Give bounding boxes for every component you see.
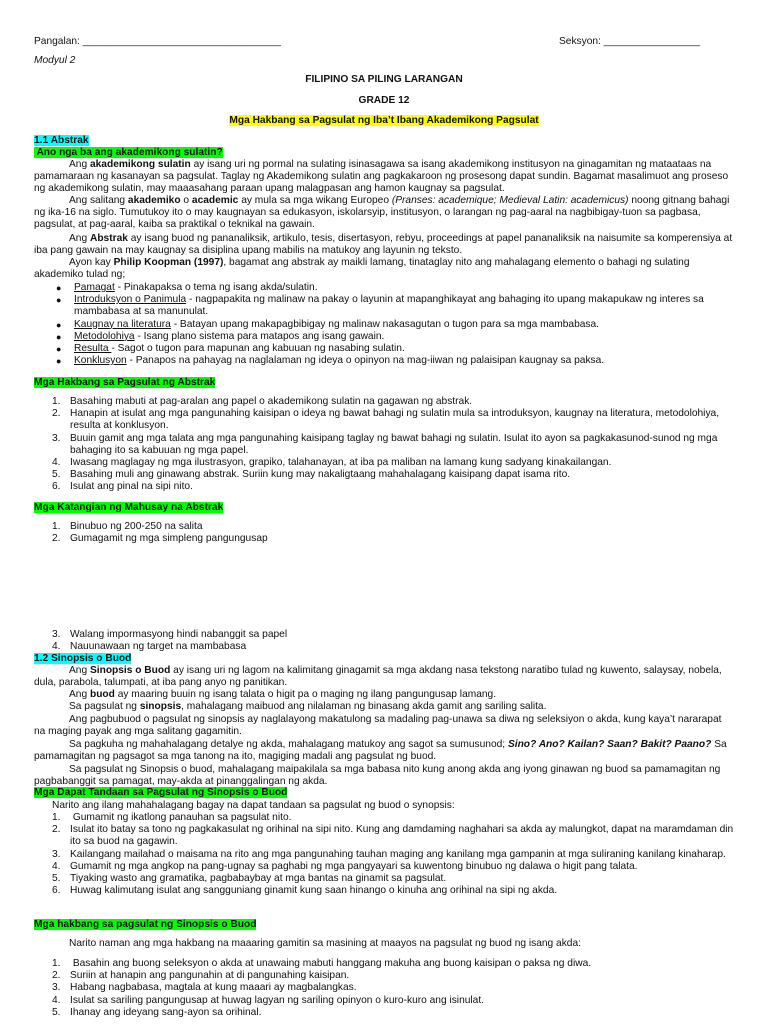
abstrak-paragraph-1: Ang akademikong sulatin ay isang uri ng pormal na sulating isinasagawa sa isang akademikong institusyon na ginagamitan ng mataataas na pamamaraan ng kasanayan sa pagsulat. Taglay ng Akademikong sulatin ang pagkakaroon ng prosesong dapat sundin. Bagamat masalimuot ang proseso ng akademikong sulatin, may maaasahang paraan upang malagpasan ang hamon kaugnay sa pagsulat. [34,159,729,195]
list-item: 1. Basahin ang buong seleksyon o akda at unawaing mabuti hanggang makuha ang buong kaisipan o paksa ng diwa. [52,958,592,969]
page-title: Mga Hakbang sa Pagsulat ng Iba’t Ibang Akademikong Pagsulat [229,115,539,126]
sinopsis-paragraph-3: Sa pagsulat ng sinopsis, mahalagang maibuod ang nilalaman ng binasang akda gamit ang sariling salita. [69,701,547,712]
list-item: 2. Suriin at hanapin ang pangunahin at di pangunahing kaisipan. [52,970,350,982]
section-field-label: Seksyon: _________________ [559,36,701,47]
sinopsis-paragraph-4: Ang pagbubuod o pagsulat ng sinopsis ay naglalayong makatulong sa madaling pag-unawa sa diwa ng seleksiyon o akda, kung kaya’t nararapat na maging payak ang mga salitang gagamitin. [34,714,722,738]
list-item: 4. Isulat sa sariling pangungusap at huwag lagyan ng sariling opinyon o kuro-kuro ang isinulat. [52,994,484,1006]
list-item: 6. Isulat ang pinal na sipi nito. [52,481,193,493]
list-item: 3. Habang nagbabasa, magtala at kung maaari ay magbalangkas. [52,982,357,994]
sinopsis-paragraph-1: Ang Sinopsis o Buod ay isang uri ng lagom na kalimitang ginagamit sa mga akdang nasa tekstong naratibo tulad ng kuwento, salaysay, nobela, dula, parabola, talumpati, at iba pang anyo ng panitikan. [34,665,722,689]
list-item: 3. Kailangang mailahad o maisama na rito ang mga pangunahing tauhan maging ang kanilang mga gampanin at mga suliraning kanilang kinaharap. [52,848,726,860]
list-item: 3. Buuin gamit ang mga talata ang mga pangunahing kaisipang taglay ng bawat bahagi ng sulatin. Isulat ito ayon sa pagkakasunod-sunod ng mga bahaging ito sa kabuuan ng mga papel. [52,432,718,456]
list-item: 1. Binubuo ng 200-250 na salita [52,521,203,532]
list-item: 5. Basahing muli ang ginawang abstrak. Suriin kung may nakaligtaang mahahalagang kaisipang dapat isama rito. [52,469,571,481]
list-item: 5. Ihanay ang ideyang sang-ayon sa orihinal. [52,1006,262,1018]
abstrak-question: Ano nga ba ang akademikong sulatin? [34,147,223,158]
subject-title: FILIPINO SA PILING LARANGAN [305,74,463,85]
list-item: 6. Huwag kalimutang isulat ang sangguniang ginamit kung saan hinango o kinuha ang orihinal na sipi ng akda. [52,885,558,897]
sinopsis-paragraph-2: Ang buod ay maaring buuin ng isang talata o higit pa o maging ng ilang pangungusap lamang. [69,689,497,700]
traits-list-b [34,629,734,653]
grade-title: GRADE 12 [358,95,410,106]
list-item: 2. Gumagamit ng mga simpleng pangungusap [52,533,268,545]
list-item: 4. Gumamit ng mga angkop na pang-ugnay sa paghabi ng mga pangyayari sa kuwentong binubuo ng dalawa o higit pang talata. [52,860,638,872]
list-item: ● Resulta - Sagot o tugon para mapunan ang kabuuan ng nasabing sulatin. [56,343,405,355]
list-item: 2. Hanapin at isulat ang mga pangunahing kaisipan o ideya ng bawat bahagi ng sulatin mula sa introduksyon, kaugnay na literatura, metodolohiya, resulta at konklusyon. [52,408,720,432]
section-heading-reminders: Mga Dapat Tandaan sa Pagsulat ng Sinopsis o Buod [34,787,288,798]
section-heading-abstrak: 1.1 Abstrak [34,135,89,146]
module-label: Modyul 2 [34,55,76,66]
abstrak-paragraph-2: Ang salitang akademiko o academic ay mula sa mga wikang Europeo (Pranses: academique; Medieval Latin: academicus) noong gitnang bahagi ng ika-16 na siglo. Tumutukoy ito o may kaugnayan sa edukasyon, iskolarsyip, institusyon, o larangan ng pag-aaral na nagbibigay-tuon sa pagbasa, pagsulat, at pag-aaral, kaiba sa praktikal o teknikal na gawain. [34,195,730,231]
list-item: 3. Walang impormasyong hindi nabanggit sa papel [52,629,288,640]
sinopsis-steps-list [34,958,734,1019]
steps-abstrak-list [34,396,734,494]
traits-list-a [34,521,734,545]
abstrak-elements-list [34,282,734,367]
list-item: 1. Basahing mabuti at pag-aralan ang papel o akademikong sulatin na gagawan ng abstrak. [52,396,473,407]
section-heading-sinopsis: 1.2 Sinopsis o Buod [34,653,132,664]
name-field-label: Pangalan: ___________________________________ [34,36,282,47]
abstrak-paragraph-4: Ayon kay Philip Koopman (1997), bagamat ang abstrak ay maikli lamang, tinataglay nito ang mahalagang elemento o bahagi ng sulating akademiko tulad ng; [34,257,690,281]
sinopsis-paragraph-5: Sa pagkuha ng mahahalagang detalye ng akda, mahalagang matukoy ang sagot sa sumusunod; Sino? Ano? Kailan? Saan? Bakit? Paano? Sa pamamagitan ng pagsagot sa mga tanong na ito, magiging madali ang pagsulat ng buod. [34,739,727,763]
list-item: ● Kaugnay na literatura - Batayan upang makapagbibigay ng malinaw nakasagutan o tugon para sa mga mambabasa. [56,318,600,330]
list-item: 4. Nauunawaan ng target na mambabasa [52,641,247,653]
reminders-intro: Narito ang ilang mahahalagang bagay na dapat tandaan sa pagsulat ng buod o synopsis: [52,800,455,811]
section-heading-sinopsis-steps: Mga hakbang sa pagsulat ng Sinopsis o Buod [34,919,257,930]
list-item: ● Metodolohiya - Isang plano sistema para matapos ang isang gawain. [56,330,385,342]
list-item: ● Pamagat - Pinakapaksa o tema ng isang akda/sulatin. [56,282,318,293]
sinopsis-paragraph-6: Sa pagsulat ng Sinopsis o buod, mahalagang maipakilala sa mga babasa nito kung anong akda ang iyong ginawan ng buod sa pamamagitan ng pagbabanggit sa pamagat, may-akda at pinanggalingan ng akda. [34,764,721,788]
list-item: ● Introduksyon o Panimula - nagpapakita ng malinaw na pakay o layunin at mapanghikayat ang bahaging ito upang makapukaw ng interes sa mambabasa at sa manunulat. [56,294,704,318]
reminders-list [34,812,734,897]
section-heading-traits: Mga Katangian ng Mahusay na Abstrak [34,502,224,513]
list-item: 2. Isulat ito batay sa tono ng pagkakasulat ng orihinal na sipi nito. Kung ang damdaming naghahari sa akda ay malungkot, dapat na maramdaman din ito sa buod na gagawin. [52,824,734,848]
list-item: 4. Iwasang maglagay ng mga ilustrasyon, grapiko, talahanayan, at iba pa maliban na lamang kung sadyang kinakailangan. [52,457,612,469]
section-heading-steps-abstrak: Mga Hakbang sa Pagsulat ng Abstrak [34,377,216,388]
list-item: ● Konklusyon - Panapos na pahayag na naglalaman ng ideya o opinyon na mag-iiwan ng palaisipan kaugnay sa paksa. [56,355,605,367]
abstrak-paragraph-3: Ang Abstrak ay isang buod ng pananaliksik, artikulo, tesis, disertasyon, rebyu, proceedings at papel pananaliksik na naisumite sa komperensiya at iba pang gawain na may kaugnay sa disiplina upang mabilis na matukoy ang layunin ng teksto. [34,233,733,257]
list-item: 1. Gumamit ng ikatlong panauhan sa pagsulat nito. [52,812,292,823]
sinopsis-steps-intro: Narito naman ang mga hakbang na maaaring gamitin sa masining at maayos na pagsulat ng buod ng isang akda: [69,938,581,949]
list-item: 5. Tiyaking wasto ang gramatika, pagbabaybay at mga bantas na ginamit sa pagsulat. [52,873,447,885]
